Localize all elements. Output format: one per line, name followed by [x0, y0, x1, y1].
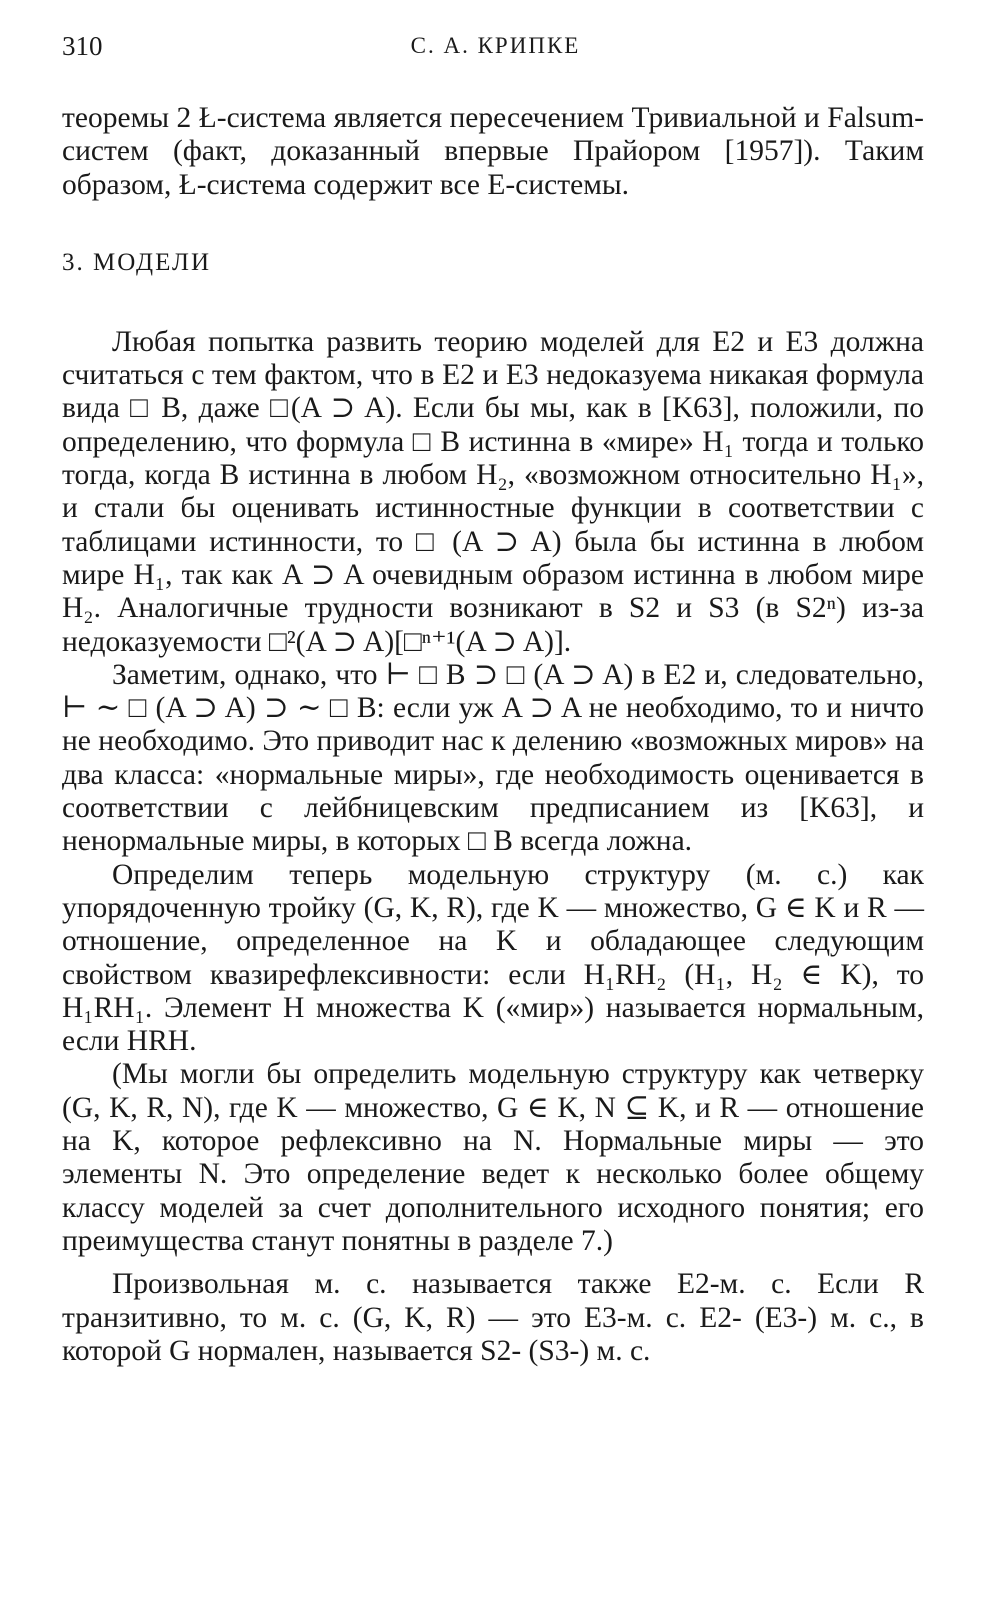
paragraph-3: Определим теперь модельную структуру (м. с.) как упорядоченную тройку (G, K, R), где K — множество, G ∈ K и R — отношение, определенное на K и обладающее следующим свойством квазирефлексивности: если H₁RH₂ (H₁, H₂ ∈ K), то H₁RH₁. Элемент H множества K («мир») называется нормальным, если HRH. — [62, 858, 924, 1058]
paragraph-1: Любая попытка развить теорию моделей для E2 и E3 должна считаться с тем фактом, что в E2 и E3 недоказуема никакая формула вида □ B, даже □(A ⊃ A). Если бы мы, как в [K63], положили, по определению, что формула □ B истинна в «мире» H₁ тогда и только тогда, когда B истинна в любом H₂, «возможном относительно H₁», и стали бы оценивать истинностные функции в соответствии с таблицами истинности, то □ (A ⊃ A) была бы истинна в любом мире H₁, так как A ⊃ A очевидным образом истинна в любом мире H₂. Аналогичные трудности возникают в S2 и S3 (в S2ⁿ) из-за недоказуемости □²(A ⊃ A)[□ⁿ⁺¹(A ⊃ A)]. — [62, 325, 924, 658]
paragraph-4: (Мы могли бы определить модельную структуру как четверку (G, K, R, N), где K — множество, G ∈ K, N ⊆ K, и R — отношение на K, которое рефлексивно на N. Нормальные миры — это элементы N. Это определение ведет к несколько более общему классу моделей за счет дополнительного исходного понятия; его преимущества станут понятны в разделе 7.) — [62, 1058, 924, 1257]
paragraph-continuation: теоремы 2 Ł-система является пересечением Тривиальной и Falsum-систем (факт, доказанный впервые Прайором [1957]). Таким образом, Ł-система содержит все E-системы. — [62, 102, 924, 201]
running-head: С. А. КРИПКЕ — [410, 33, 581, 58]
section-heading: 3. МОДЕЛИ — [62, 248, 212, 276]
body-text — [62, 102, 924, 1368]
paragraph-5: Произвольная м. с. называется также E2-м. с. Если R транзитивно, то м. с. (G, K, R) — это E3-м. с. E2- (E3-) м. с., в которой G нормален, называется S2- (S3-) м. с. — [62, 1268, 924, 1367]
page-number: 310 — [62, 31, 103, 61]
page-header — [62, 26, 929, 66]
paragraph-2: Заметим, однако, что ⊢ □ B ⊃ □ (A ⊃ A) в E2 и, следовательно, ⊢ ∼ □ (A ⊃ A) ⊃ ∼ □ B: если уж A ⊃ A не необходимо, то и ничто не необходимо. Это приводит нас к делению «возможных миров» на два класса: «нормальные миры», где необходимость оценивается в соответствии с лейбницевским предписанием из [K63], и ненормальные миры, в которых □ B всегда ложна. — [62, 658, 924, 858]
